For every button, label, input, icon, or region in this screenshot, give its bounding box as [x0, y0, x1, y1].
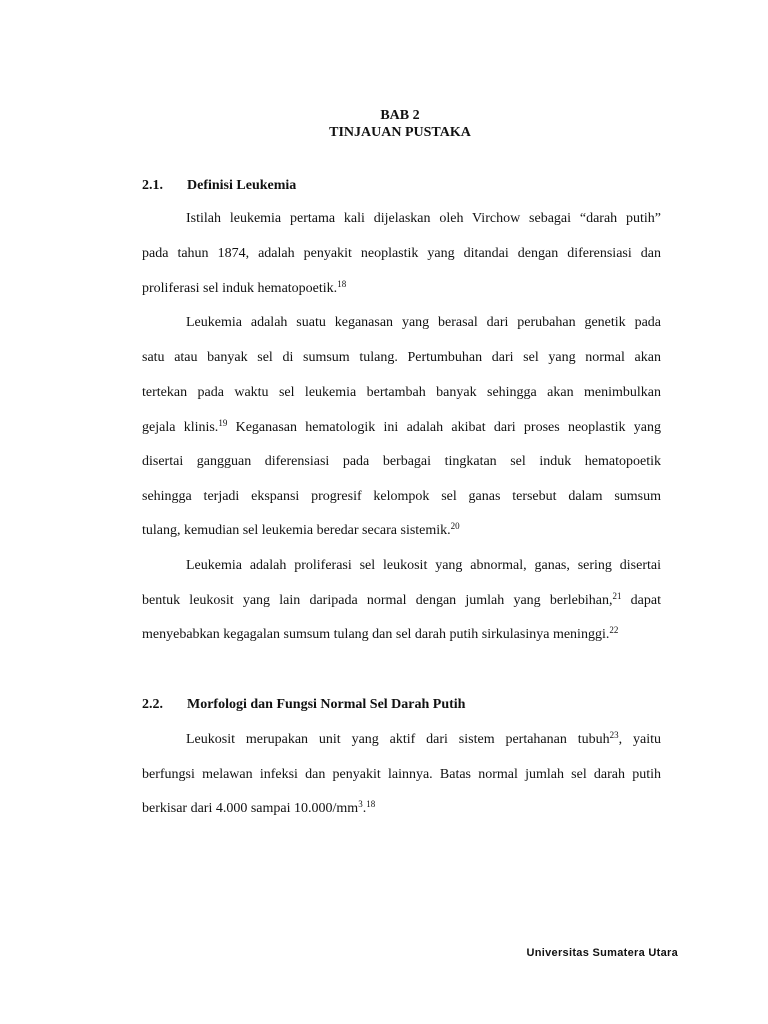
paragraph-line: Leukosit merupakan unit yang aktif dari sistem pertahanan tubuh$^{23}$, yaitu — [186, 730, 661, 747]
paragraph-line: bentuk leukosit yang lain daripada normal dengan jumlah yang berlebihan,$^{21}$ dapat — [142, 591, 661, 608]
paragraph-line: disertai gangguan diferensiasi pada berbagai tingkatan sel induk hematopoetik — [142, 454, 661, 469]
paragraph-line: Leukemia adalah suatu keganasan yang berasal dari perubahan genetik pada — [186, 315, 661, 330]
paragraph-line: berkisar dari 4.000 sampai $10.000/mm^3.^{18}$ — [142, 799, 376, 816]
paragraph-line: tertekan pada waktu sel leukemia bertambah banyak sehingga akan menimbulkan — [142, 385, 661, 400]
section-heading-2-2 — [142, 696, 465, 714]
citation-ref: 18 — [366, 799, 376, 809]
superscript: 3 — [358, 799, 363, 809]
paragraph-line: satu atau banyak sel di sumsum tulang. Pertumbuhan dari sel yang normal akan — [142, 350, 661, 365]
paragraph-line: proliferasi sel induk hematopoetik.$^{18}$ — [142, 279, 347, 296]
chapter-number: BAB 2 — [380, 108, 420, 123]
paragraph-line: pada tahun 1874, adalah penyakit neoplastik yang ditandai dengan diferensiasi dan — [142, 246, 661, 261]
footer-institution: Universitas Sumatera Utara — [526, 947, 678, 959]
citation-ref: 18 — [337, 279, 347, 289]
paragraph-line: gejala klinis.$^{19}$ Keganasan hematologik ini adalah akibat dari proses neoplastik yang — [142, 418, 661, 435]
section-heading-2-1 — [142, 177, 296, 195]
paragraph-line: Leukemia adalah proliferasi sel leukosit yang abnormal, ganas, sering disertai — [186, 558, 661, 573]
section-title: Morfologi dan Fungsi Normal Sel Darah Putih — [187, 697, 466, 712]
paragraph-line: berfungsi melawan infeksi dan penyakit lainnya. Batas normal jumlah sel darah putih — [142, 767, 661, 782]
paragraph-line: tulang, kemudian sel leukemia beredar secara sistemik.$^{20}$ — [142, 521, 460, 538]
citation-ref: 20 — [450, 521, 460, 531]
section-number: 2.2. — [142, 697, 163, 712]
paragraph-line: menyebabkan kegagalan sumsum tulang dan sel darah putih sirkulasinya meninggi.$^{22}$ — [142, 625, 619, 642]
paragraph-line: sehingga terjadi ekspansi progresif kelompok sel ganas tersebut dalam sumsum — [142, 489, 661, 504]
citation-ref: 23 — [609, 730, 619, 740]
citation-ref: 21 — [612, 591, 622, 601]
paragraph-line: Istilah leukemia pertama kali dijelaskan oleh Virchow sebagai “darah putih” — [186, 211, 661, 226]
citation-ref: 19 — [218, 418, 228, 428]
section-title: Definisi Leukemia — [187, 178, 297, 193]
citation-ref: 22 — [609, 625, 619, 635]
chapter-title: TINJAUAN PUSTAKA — [329, 125, 471, 140]
section-number: 2.1. — [142, 178, 163, 193]
